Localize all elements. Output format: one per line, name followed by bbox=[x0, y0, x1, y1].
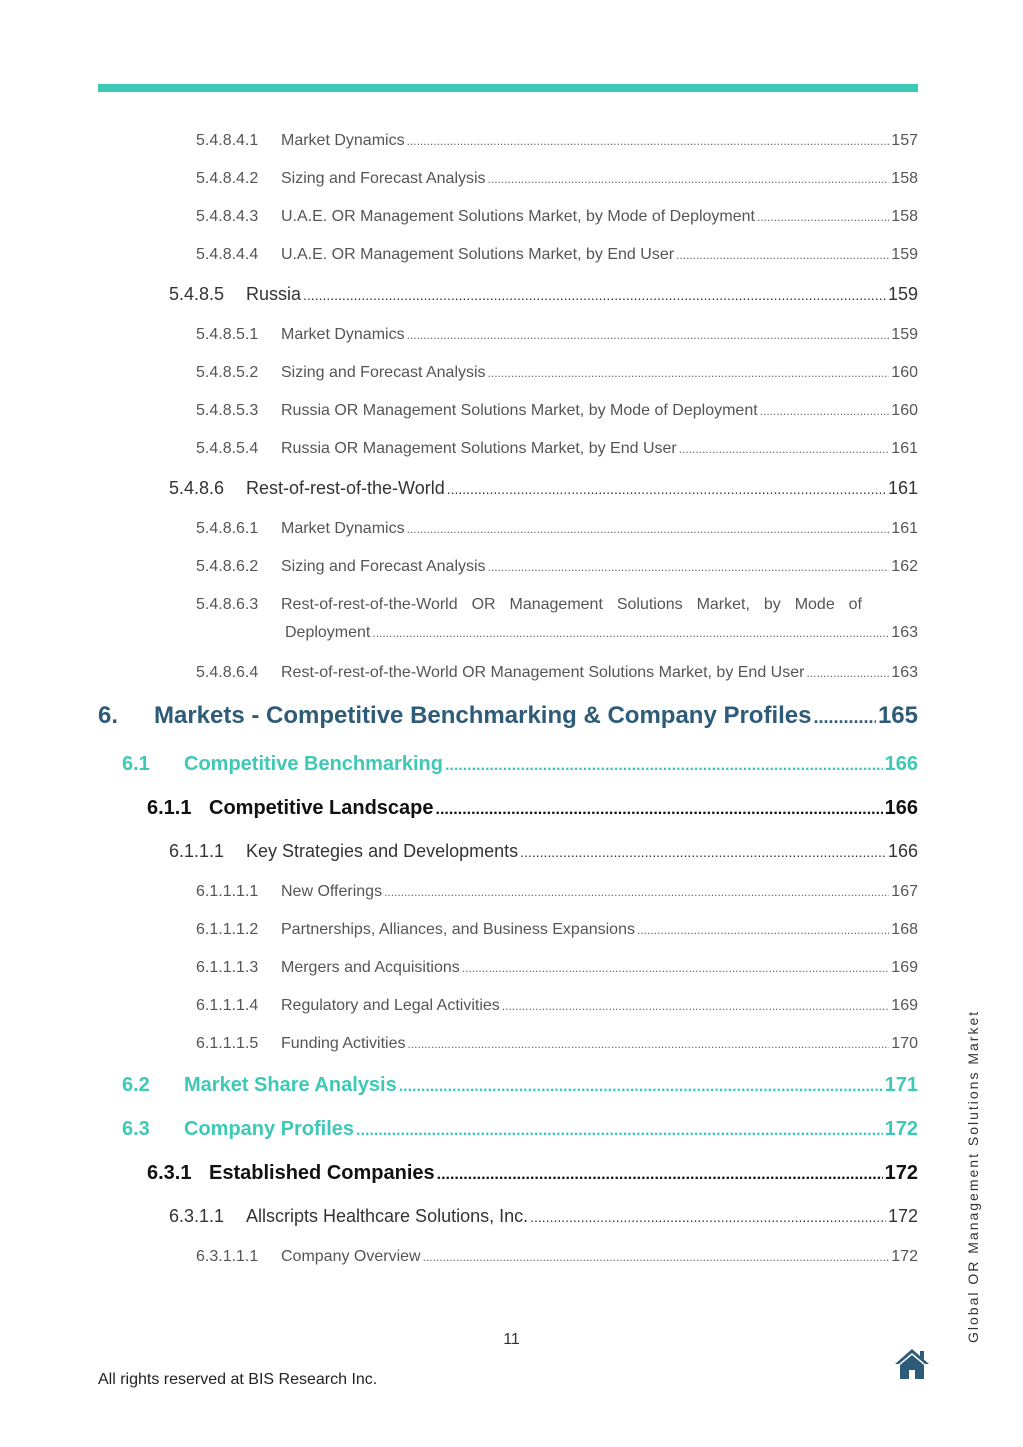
header-accent-bar bbox=[98, 84, 918, 92]
toc-entry[interactable]: 6.1.1.1.3 Mergers and Acquisitions ..... 169 bbox=[196, 959, 918, 977]
toc-entry[interactable]: 5.4.8.6.2 Sizing and Forecast Analysis ..... 162 bbox=[196, 558, 918, 576]
toc-entry[interactable]: 5.4.8.5.4 Russia OR Management Solutions Market, by End User ..... 161 bbox=[196, 440, 918, 458]
toc-section-entry[interactable]: 6.1 Competitive Benchmarking ..... 166 bbox=[122, 753, 918, 776]
toc-entry[interactable]: 5.4.8.5 Russia ..... 159 bbox=[169, 284, 918, 305]
toc-entry[interactable]: 5.4.8.4.4 U.A.E. OR Management Solutions Market, by End User ..... 159 bbox=[196, 246, 918, 264]
toc-entry[interactable]: 6.1.1.1.1 New Offerings ..... 167 bbox=[196, 883, 918, 901]
toc-entry[interactable]: 5.4.8.6.4 Rest-of-rest-of-the-World OR Management Solutions Market, by End User ..... 163 bbox=[196, 664, 918, 682]
toc-entry[interactable]: 6.1.1.1.5 Funding Activities ..... 170 bbox=[196, 1035, 918, 1053]
toc-entry[interactable]: 5.4.8.5.2 Sizing and Forecast Analysis ..... 160 bbox=[196, 364, 918, 382]
toc-entry[interactable]: 6.3.1.1 Allscripts Healthcare Solutions, Inc. ..... 172 bbox=[169, 1206, 918, 1227]
toc-entry[interactable]: 5.4.8.6 Rest-of-rest-of-the-World ..... 161 bbox=[169, 478, 918, 499]
toc-entry[interactable]: 5.4.8.5.1 Market Dynamics ..... 159 bbox=[196, 326, 918, 344]
toc-section-entry[interactable]: 6.2 Market Share Analysis ..... 171 bbox=[122, 1074, 918, 1097]
side-report-title: Global OR Management Solutions Market bbox=[965, 1009, 981, 1343]
toc-entry[interactable]: 5.4.8.4.3 U.A.E. OR Management Solutions Market, by Mode of Deployment ..... 158 bbox=[196, 208, 918, 226]
toc-entry[interactable]: 5.4.8.6.1 Market Dynamics ..... 161 bbox=[196, 520, 918, 538]
toc-entry[interactable]: 6.1.1.1.4 Regulatory and Legal Activities ..... 169 bbox=[196, 997, 918, 1015]
toc-entry[interactable]: 6.1.1.1 Key Strategies and Developments ..... 166 bbox=[169, 841, 918, 862]
footer-copyright: All rights reserved at BIS Research Inc. bbox=[98, 1371, 378, 1388]
toc-entry[interactable]: 6.1.1.1.2 Partnerships, Alliances, and Business Expansions ..... 168 bbox=[196, 921, 918, 939]
toc-entry[interactable]: 5.4.8.6.3 Rest-of-rest-of-the-World OR Management Solutions Market, by Mode of Deployment ..... 163 bbox=[196, 596, 918, 642]
toc-entry[interactable]: 5.4.8.5.3 Russia OR Management Solutions Market, by Mode of Deployment ..... 160 bbox=[196, 402, 918, 420]
toc-entry[interactable]: 5.4.8.4.2 Sizing and Forecast Analysis ..... 158 bbox=[196, 170, 918, 188]
toc-subsection-entry[interactable]: 6.1.1 Competitive Landscape ..... 166 bbox=[147, 797, 918, 820]
home-icon[interactable] bbox=[893, 1347, 931, 1381]
toc-section-entry[interactable]: 6.3 Company Profiles ..... 172 bbox=[122, 1118, 918, 1141]
toc-subsection-entry[interactable]: 6.3.1 Established Companies ..... 172 bbox=[147, 1162, 918, 1185]
toc-entry[interactable]: 5.4.8.4.1 Market Dynamics ..... 157 bbox=[196, 132, 918, 150]
page-number: 11 bbox=[503, 1331, 520, 1348]
toc-entry[interactable]: 6.3.1.1.1 Company Overview ..... 172 bbox=[196, 1248, 918, 1266]
toc-chapter-entry[interactable]: 6. Markets - Competitive Benchmarking & Company Profiles ..... 165 bbox=[98, 702, 918, 730]
